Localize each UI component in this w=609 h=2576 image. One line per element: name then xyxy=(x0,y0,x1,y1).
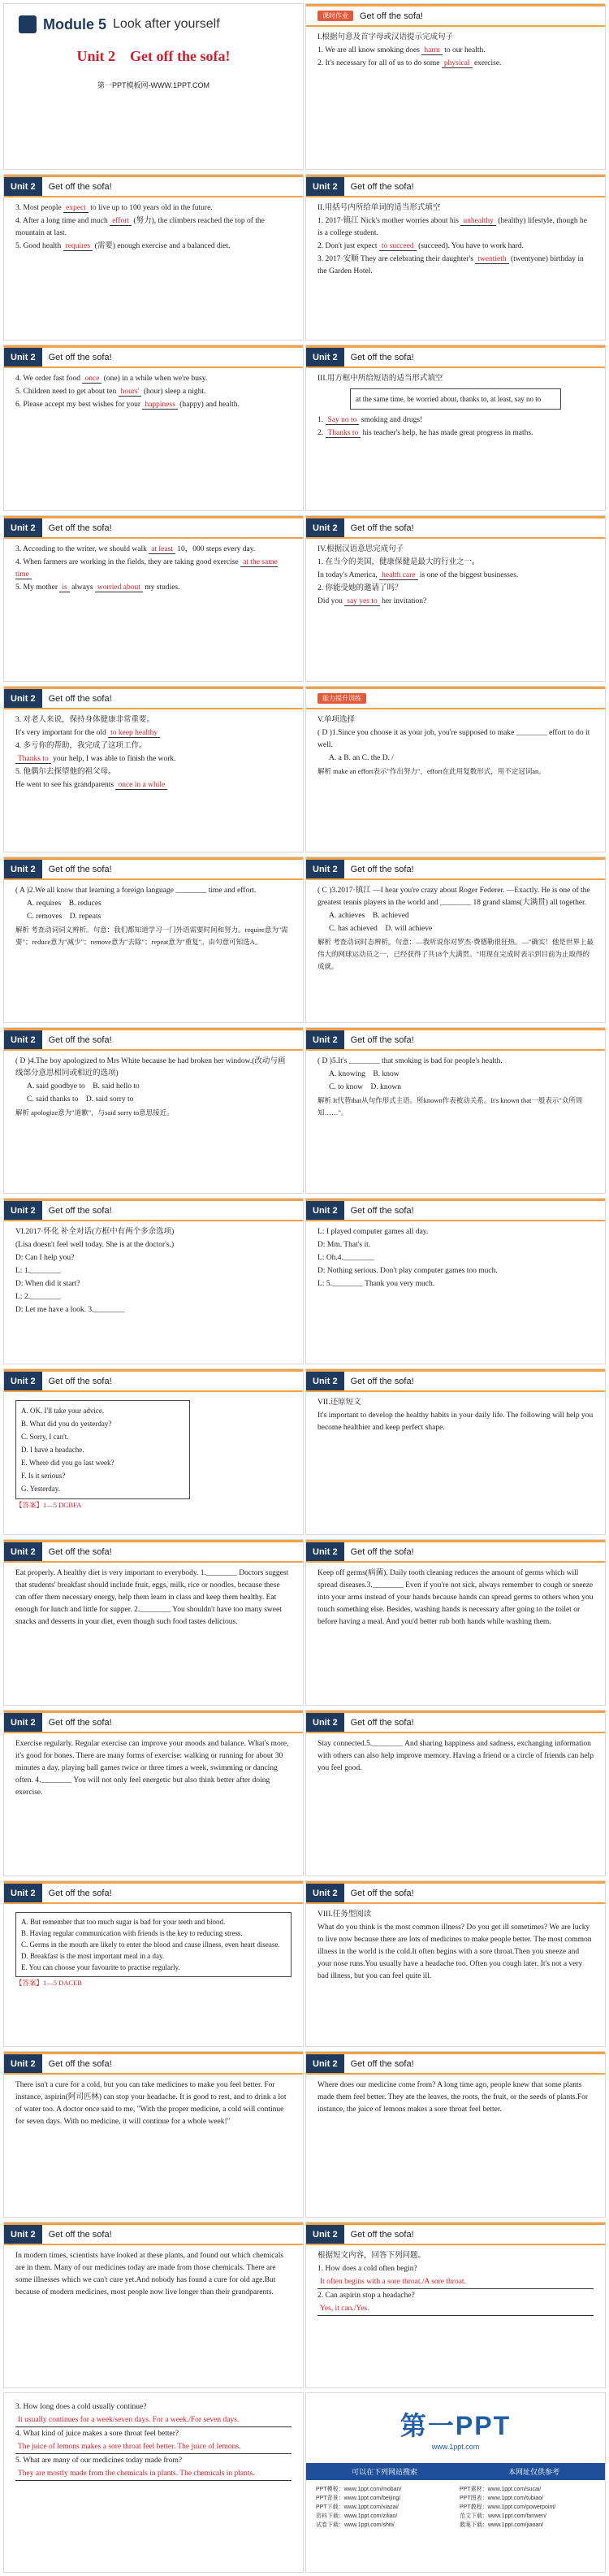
slide-19 xyxy=(3,1539,304,1706)
module-title: Look after yourself xyxy=(113,17,220,31)
explanation: 解析 考查动词词义辨析。句意：我们都知道学习一门外语需要时间和努力。require意为"需要"；reduce意为"减少"；remove意为"去除"；repeat意为"重复"。由句意可知选A。 xyxy=(15,926,288,946)
slide-header: Unit 2 Get off the sofa! xyxy=(306,857,605,880)
answer: It usually continues for a week/seven days. For a week./For seven days. xyxy=(15,2414,292,2427)
options: C. said thanks to D. said sorry to xyxy=(27,1095,134,1104)
link[interactable]: PPT素材：www.1ppt.com/sucai/ xyxy=(460,2487,542,2492)
question: Did you say yes to her invitation? xyxy=(317,597,427,605)
passage: What do you think is the most common illness? Do you get ill sometimes? We are lucky to live now because there are lots of medicines to make people better. The most common illness in the world is the cold.It often begins with a sore throat.Then you sneeze and your nose runs.You usually have a headache too. Often you cough later. It's not a very bad illness, but you can feel quite ill. xyxy=(317,1923,592,1980)
slide-29 xyxy=(3,2392,304,2573)
exercise-heading: III.用方框中所给短语的适当形式填空 xyxy=(317,375,443,383)
options: A. said goodbye to B. said hello to xyxy=(27,1082,140,1091)
slide-header: Unit 2 Get off the sofa! xyxy=(4,1711,303,1733)
slide-11 xyxy=(3,856,304,1023)
options: A. requires B. reduces xyxy=(27,900,102,908)
slide-header: Unit 2 Get off the sofa! xyxy=(306,1028,605,1051)
slide-header: Unit 2 Get off the sofa! xyxy=(306,1881,605,1904)
slide-header: Unit 2 Get off the sofa! xyxy=(4,857,303,880)
question: 1. 2017·镇江 Nick's mother worries about his unhealthy (healthy) lifestyle, though he is a college student. xyxy=(317,217,587,237)
explanation: 解析 apologize意为"道歉"，与said sorry to意思接近。 xyxy=(15,1108,174,1117)
question: 3. How long does a cold usually continue? xyxy=(15,2403,147,2411)
link[interactable]: PPT模板：www.1ppt.com/moban/ xyxy=(316,2487,402,2492)
question: It's very important for the old to keep healthy xyxy=(15,727,292,739)
question: 1. 在当今的美国，健康保健是最大的行业之一。 xyxy=(317,558,480,566)
slide-21 xyxy=(3,1710,304,1876)
brand-url: www.1ppt.com xyxy=(431,2443,480,2451)
dialogue-line: (Lisa doesn't feel well today. She is at the doctor's.) xyxy=(15,1241,175,1249)
question: 2. Don't just expect to succeed (succeed). You have to work hard. xyxy=(317,242,524,250)
link[interactable]: 教案下载：www.1ppt.com/jiaoan/ xyxy=(460,2522,544,2528)
slide-header: Unit 2 Get off the sofa! xyxy=(306,1199,605,1221)
link[interactable]: 资料下载：www.1ppt.com/ziliao/ xyxy=(316,2513,398,2519)
slide-header xyxy=(306,687,605,709)
question: 1. We are all know smoking does harm to our health. xyxy=(317,46,486,54)
section-badge: 课时作业 xyxy=(317,11,353,21)
slide-8 xyxy=(305,515,606,682)
answer: They are mostly made from the chemicals in plants. The chemicals in plants. xyxy=(15,2468,292,2481)
unit-label: Unit 2 xyxy=(76,48,116,64)
question: 3. According to the writer, we should walk at least 10，000 steps every day. xyxy=(15,545,256,553)
exercise-heading: II.用括号内所给单词的适当形式填空 xyxy=(317,204,441,212)
slide-cover xyxy=(3,3,304,170)
dialogue-line: D: When did it start? xyxy=(15,1280,80,1288)
options: C. has achieved D. will achieve xyxy=(329,925,433,933)
slide-header: Unit 2 Get off the sofa! xyxy=(4,2052,303,2075)
answer: Yes, it can./Yes. xyxy=(317,2303,594,2316)
exercise-heading: V.单项选择 xyxy=(317,716,356,724)
link[interactable]: PPT教程：www.1ppt.com/powerpoint/ xyxy=(460,2504,556,2510)
slide-13 xyxy=(3,1027,304,1194)
slide-header: Unit 2 Get off the sofa! xyxy=(4,345,303,368)
dialogue-line: L: Oh.4.________ xyxy=(317,1254,374,1262)
question: ( D )5.It's ________ that smoking is bad for people's health. xyxy=(317,1057,503,1065)
slide-22 xyxy=(305,1710,606,1876)
explanation: 解析 考查动词时态辨析。句意：—我听说你对罗杰·费德勒很狂热。—"确实！他是世界上最伟大的网球运动员之一，已经获得了共18个大满贯。"用现在完成时表示到目前为止取得的成就。 xyxy=(317,938,594,970)
question: 3. 2017·安顺 They are celebrating their daughter's twentieth (twentyone) birthday in the Garden Hotel. xyxy=(317,255,584,275)
passage: Keep off germs(病菌). Daily tooth cleaning reduces the amount of germs which will spread diseases.3.________ Even if you're not sick, always remember to cough or sneeze into your arms instead of your hands because hands can spread germs to others when you touch something else. Besides, washing hands is necessary after going to the toilet or before having a meal. And you'd better rub both hands while washing them. xyxy=(317,1569,594,1626)
slide-5 xyxy=(3,345,304,511)
slide-24 xyxy=(305,1880,606,2047)
slide-header: Unit 2 Get off the sofa! xyxy=(4,687,303,709)
slide-ad: 第一PPT www.1ppt.com 可以在下列网站搜索 本网址仅供参考 PPT模板：www.1ppt.com/moban/ PPT素材：www.1ppt.com/sucai/ PPT背景：www.1ppt.com/beijing/ PPT图表：www.1ppt.com/tubiao/ PPT下载：www.1ppt.com/xiazai/ PPT教程：www.1ppt.com/powerpoint/ 资料下载：www.1ppt.com/ziliao/ 范文下载：www.1ppt.com/fanwen/ 试卷下载：www.1ppt.com/shiti/ 教案下载：www.1ppt.com/jiaoan/ xyxy=(305,2392,606,2573)
dialogue-line: L: 5.________ Thank you very much. xyxy=(317,1280,435,1288)
options-box: A. OK. I'll take your advice. B. What did you do yesterday? C. Sorry, I can't. D. I have a headache. E. Where did you go last week? F. Is it serious? G. Yesterday. xyxy=(15,1400,190,1499)
brand-logo: 第一PPT xyxy=(400,2411,512,2440)
dialogue-line: L: 1.________ xyxy=(15,1267,61,1275)
passage: There isn't a cure for a cold, but you can take medicines to make you feel better. For instance, aspirin(阿司匹林) can stop your headache. It is good to rest, and to drink a lot of water too. A doctor once said to me, "With the proper medicine, a cold will continue for seven days. With no medicine, it will continue for a whole week!" xyxy=(15,2081,287,2126)
header-title: Get off the sofa! xyxy=(360,11,424,21)
slide-18 xyxy=(305,1368,606,1535)
link[interactable]: 试卷下载：www.1ppt.com/shiti/ xyxy=(316,2522,395,2528)
question: ( C )3.2017·镇江 —I hear you're crazy about Roger Federer. —Exactly. He is one of the greatest tennis players in the world and ________ 18 grand slams(大满贯) all together. xyxy=(317,887,590,907)
exercise-heading: VII.还原短文 xyxy=(317,1399,361,1407)
slide-header: Unit 2 Get off the sofa! xyxy=(4,1199,303,1221)
link[interactable]: PPT图表：www.1ppt.com/tubiao/ xyxy=(460,2496,544,2501)
exercise-heading: IV.根据汉语意思完成句子 xyxy=(317,545,404,553)
question: Thanks to your help, I was able to finish the work. xyxy=(15,753,292,765)
question: 5. Good health requires (需要) enough exercise and a balanced diet. xyxy=(15,242,231,250)
book-icon xyxy=(19,15,37,33)
question: 1. Say no to smoking and drugs! xyxy=(317,416,423,424)
passage: Eat properly. A healthy diet is very important to everybody. 1.________ Doctors suggest that students' breakfast should include fruit, eggs, milk, rice or noodles, because these can offer them necessary energy, help them learn in class and keep them healthy. Eat enough for lunch and little for supper. 2.________ You shouldn't have too many sweet snacks and desserts in your diet, even though such food tastes delicious. xyxy=(15,1569,289,1626)
slide-header: Unit 2 Get off the sofa! xyxy=(306,345,605,368)
slide-4 xyxy=(305,174,606,340)
passage: Where does our medicine come from? A long time ago, people knew that some plants made them feel better. They ate the leaves, the roots, the fruit, or the seeds of plants.For instance, the juice of lemons makes a sore throat feel better. xyxy=(317,2081,589,2114)
slide-header xyxy=(306,4,605,27)
question: 5. What are many of our medicines today made from? xyxy=(15,2457,183,2465)
question: ( A )2.We all know that learning a foreign language ________ time and effort. xyxy=(15,887,257,895)
slide-2 xyxy=(305,3,606,170)
question: He went to see his grandparents once in a while xyxy=(15,779,292,791)
dialogue-line: L: I played computer games all day. xyxy=(317,1228,429,1236)
slide-header: Unit 2 Get off the sofa! xyxy=(306,1711,605,1733)
slide-header: Unit 2 Get off the sofa! xyxy=(4,516,303,539)
slide-header: Unit 2 Get off the sofa! xyxy=(306,2223,605,2245)
slide-12 xyxy=(305,856,606,1023)
question: 4. We order fast food once (one) in a while when we're busy. xyxy=(15,375,208,383)
options: A. achieves B. achieved xyxy=(329,912,409,920)
slide-header: Unit 2 Get off the sofa! xyxy=(306,1540,605,1563)
question: 6. Please accept my best wishes for your happiness (happy) and health. xyxy=(15,401,240,409)
exercise-heading: 根据短文内容，回答下列问题。 xyxy=(317,2252,426,2260)
dialogue-line: L: 2.________ xyxy=(15,1293,61,1301)
link-list xyxy=(306,2480,605,2534)
question: ( D )4.The boy apologized to Mrs White because he had broken her window.(改动与画线部分意思相同或相近的选项) xyxy=(15,1057,286,1078)
slide-header: Unit 2 Get off the sofa! xyxy=(4,1028,303,1051)
passage: Exercise regularly. Regular exercise can improve your moods and balance. What's more, it's good for bones. There are many forms of exercise: walking or running for about 30 minutes a day, playing ball games twice or three times a week, swimming or dancing often. 4.________ You will not only feel energetic but also think better after doing exercise. xyxy=(15,1740,289,1797)
explanation: 解析 It代替that从句作形式主语。所known作表被动关系。It's known that一般表示"众所周知……"。 xyxy=(317,1096,583,1117)
dialogue-line: D: Nothing serious. Don't play computer games too much. xyxy=(317,1267,498,1275)
slide-23 xyxy=(3,1880,304,2047)
slide-header: Unit 2 Get off the sofa! xyxy=(306,516,605,539)
slide-26 xyxy=(305,2051,606,2218)
slide-header: Unit 2 Get off the sofa! xyxy=(306,2052,605,2075)
answer-key: 【答案】1—5 DACEB xyxy=(15,1979,82,1987)
question: 1. How does a cold often begin? xyxy=(317,2265,417,2273)
slide-17 xyxy=(3,1368,304,1535)
question: In today's America, health care is one of the biggest businesses. xyxy=(317,571,519,579)
slide-3 xyxy=(3,174,304,340)
link[interactable]: 范文下载：www.1ppt.com/fanwen/ xyxy=(460,2513,546,2519)
question: 4. When farmers are working in the fields, they are taking good exercise at the same time xyxy=(15,558,278,579)
slide-header: Unit 2 Get off the sofa! xyxy=(4,2223,303,2245)
module-label: Module 5 xyxy=(43,15,107,33)
section-badge: 能力提升训练 xyxy=(317,693,366,704)
slide-27 xyxy=(3,2222,304,2388)
options: A. knowing B. know xyxy=(329,1070,400,1078)
options: A. a B. an C. the D. / xyxy=(329,754,394,762)
slide-header: Unit 2 Get off the sofa! xyxy=(4,1881,303,1904)
question: 2. Can aspirin stop a headache? xyxy=(317,2292,415,2300)
answer: It often begins with a sore throat./A sore throat. xyxy=(317,2276,594,2289)
passage: It's important to develop the healthy habits in your daily life. The following will help you become healthier and keep perfect shape. xyxy=(317,1412,594,1432)
question: 3. Most people expect to live up to 100 years old in the future. xyxy=(15,204,213,212)
question: 2. 你能受她的邀请了吗？ xyxy=(317,584,403,592)
link[interactable]: PPT背景：www.1ppt.com/beijing/ xyxy=(316,2496,401,2501)
passage: Stay connected.5.________ And sharing happiness and sadness, exchanging information with others can also help improve memory. Having a friend or a circle of friends can help you feel good. xyxy=(317,1740,594,1772)
slide-20 xyxy=(305,1539,606,1706)
question: 5. Children need to get about ten hours' (hour) sleep a night. xyxy=(15,388,206,396)
slide-header: Unit 2 Get off the sofa! xyxy=(4,1540,303,1563)
question: 5. 他偶尔去探望他的祖父母。 xyxy=(15,768,116,776)
question: ( D )1.Since you choose it as your job, you're supposed to make ________ effort to do it well. xyxy=(317,729,590,749)
slide-16 xyxy=(305,1198,606,1364)
answer-key: 【答案】1—5 DGBFA xyxy=(15,1501,82,1509)
options: C. removes D. repeats xyxy=(27,913,102,921)
slide-header: Unit 2 Get off the sofa! xyxy=(4,175,303,197)
unit-title: Get off the sofa! xyxy=(130,48,231,64)
question: 2. Thanks to his teacher's help, he has made great progress in maths. xyxy=(317,429,533,437)
passage: In modern times, scientists have looked at these plants, and found out which chemicals are in them. Many of our medicines today are made from those chemicals. There are some illnesses which we can't cure yet.And nobody has found a cure for old age.But because of modern medicines, most people now live longer than their grandparents. xyxy=(15,2252,284,2296)
slide-15 xyxy=(3,1198,304,1364)
slide-28 xyxy=(305,2222,606,2388)
slide-6 xyxy=(305,345,606,511)
exercise-heading: I.根据句意及首字母或汉语提示完成句子 xyxy=(317,33,454,41)
explanation: 解析 make an effort表示"作出努力"，effort在此用复数形式，用不定冠词an。 xyxy=(317,767,546,775)
slide-header: Unit 2 Get off the sofa! xyxy=(306,1369,605,1392)
source-text: 第一PPT模板网-WWW.1PPT.COM xyxy=(97,81,209,89)
question: 2. It's necessary for all of us to do some physical exercise. xyxy=(317,59,502,67)
options-box: A. But remember that too much sugar is bad for your teeth and blood. B. Having regular communication with friends is the key to reducing stress. C. Germs in the mouth are likely to enter the blood and cause illness, even heart disease. D. Breakfast is the most important meal in a day. E. You can choose your favourite to practise regularly. xyxy=(15,1912,292,1977)
dialogue-line: D: Can I help you? xyxy=(15,1254,75,1262)
answer: The juice of lemons makes a sore throat feel better. The juice of lemons. xyxy=(15,2441,292,2454)
question: 5. My mother is always worried about my studies. xyxy=(15,583,180,592)
slide-header: Unit 2 Get off the sofa! xyxy=(4,1369,303,1392)
dialogue-line: D: Mm. That's it. xyxy=(317,1241,371,1249)
question: 4. After a long time and much effort (努力), the climbers reached the top of the mountain at last. xyxy=(15,217,265,237)
question: 4. What kind of juice makes a sore throat feel better? xyxy=(15,2430,179,2438)
slide-header: Unit 2 Get off the sofa! xyxy=(306,175,605,197)
slide-10 xyxy=(305,686,606,852)
dialogue-line: D: Let me have a look. 3.________ xyxy=(15,1306,125,1314)
exercise-heading: VI.2017·怀化 补全对话(方框中有两个多余选项) xyxy=(15,1228,175,1236)
question: 3. 对老人来说，保持身体健康非常重要。 xyxy=(15,716,155,724)
phrase-box: at the same time, be worried about, thanks to, at least, say no to xyxy=(350,388,561,410)
slide-7 xyxy=(3,515,304,682)
options: C. to know D. known xyxy=(329,1083,401,1091)
slide-14 xyxy=(305,1027,606,1194)
slide-25 xyxy=(3,2051,304,2218)
question: 4. 多亏你的帮助，我完成了这项工作。 xyxy=(15,742,147,750)
link[interactable]: PPT下载：www.1ppt.com/xiazai/ xyxy=(316,2504,399,2510)
exercise-heading: VIII.任务型阅读 xyxy=(317,1910,372,1919)
slide-9 xyxy=(3,686,304,852)
